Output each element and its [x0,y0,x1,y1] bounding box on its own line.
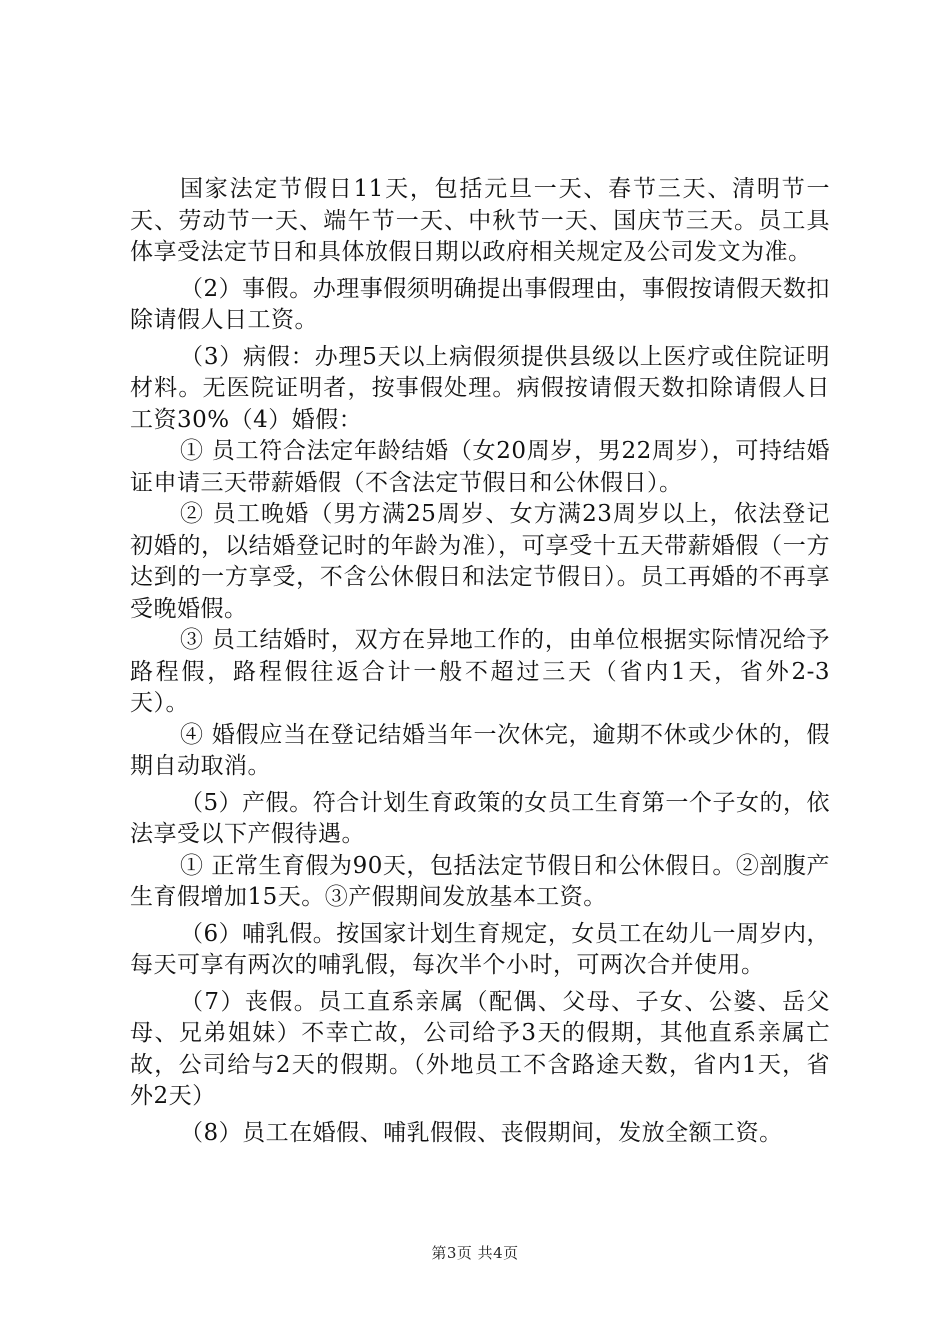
paragraph-marriage-leave-2: ② 员工晚婚（男方满25周岁、女方满23周岁以上，依法登记初婚的，以结婚登记时的年龄为准），可享受十五天带薪婚假（一方达到的一方享受，不含公休假日和法定节假日）。员工再婚的不再享受晚婚假。 [130,501,830,622]
paragraph-maternity-details: ① 正常生育假为90天，包括法定节假日和公休假日。②剖腹产生育假增加15天。③产假期间发放基本工资。 [130,852,830,910]
paragraph-nursing-leave: （6）哺乳假。按国家计划生育规定，女员工在幼儿一周岁内，每天可享有两次的哺乳假，每次半个小时，可两次合并使用。 [130,920,830,978]
page-number-footer: 第3页 共4页 [431,1244,519,1262]
paragraph-marriage-leave-4: ④ 婚假应当在登记结婚当年一次休完，逾期不休或少休的，假期自动取消。 [130,721,830,779]
paragraph-statutory-holidays: 国家法定节假日11天，包括元旦一天、春节三天、清明节一天、劳动节一天、端午节一天、中秋节一天、国庆节三天。员工具体享受法定节日和具体放假日期以政府相关规定及公司发文为准。 [130,176,830,265]
paragraph-personal-leave: （2）事假。办理事假须明确提出事假理由，事假按请假天数扣除请假人日工资。 [130,275,830,333]
paragraph-marriage-leave-1: ① 员工符合法定年龄结婚（女20周岁，男22周岁），可持结婚证申请三天带薪婚假（不含法定节假日和公休假日）。 [130,438,830,496]
paragraph-paid-wages: （8）员工在婚假、哺乳假假、丧假期间，发放全额工资。 [180,1119,783,1146]
paragraph-maternity-leave: （5）产假。符合计划生育政策的女员工生育第一个子女的，依法享受以下产假待遇。 [130,789,830,847]
paragraph-marriage-leave-3: ③ 员工结婚时，双方在异地工作的，由单位根据实际情况给予路程假，路程假往返合计一般不超过三天（省内1天，省外2-3天）。 [130,627,830,716]
paragraph-bereavement-leave: （7）丧假。员工直系亲属（配偶、父母、子女、公婆、岳父母、兄弟姐妹）不幸亡故，公司给予3天的假期，其他直系亲属亡故，公司给与2天的假期。（外地员工不含路途天数，省内1天，省外2天） [130,988,830,1109]
paragraph-sick-leave: （3）病假：办理5天以上病假须提供县级以上医疗或住院证明材料。无医院证明者，按事假处理。病假按请假天数扣除请假人日工资30%（4）婚假： [130,343,830,433]
document-body [130,174,830,1149]
